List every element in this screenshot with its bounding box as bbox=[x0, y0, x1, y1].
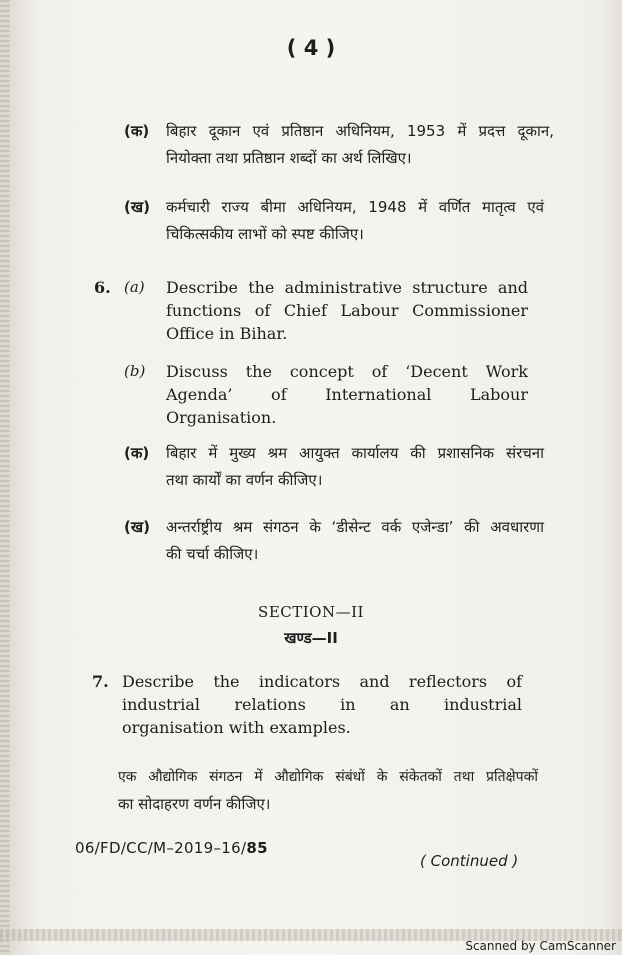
q5-ka-marker: (क) bbox=[124, 122, 150, 140]
q7-hindi-line1: एक औद्योगिक संगठन में औद्योगिक संबंधों के संकेतकों तथा प्रतिक्षेपकों bbox=[118, 769, 538, 785]
q6-ka bbox=[124, 440, 544, 494]
section-heading-hindi: खण्ड—II bbox=[284, 629, 338, 647]
q7-hindi bbox=[118, 764, 538, 818]
section-heading: SECTION—II bbox=[258, 603, 364, 621]
q7-hindi-line2: का सोदाहरण वर्णन कीजिए। bbox=[118, 795, 271, 813]
paper-code bbox=[75, 839, 268, 857]
q7 bbox=[92, 670, 524, 739]
page-edge bbox=[0, 0, 10, 955]
q6-ka-line2: तथा कार्यों का वर्णन कीजिए। bbox=[166, 471, 323, 489]
q5-ka-line1: बिहार दूकान एवं प्रतिष्ठान अधिनियम, 1953 में प्रदत्त दूकान, bbox=[166, 122, 554, 140]
q6-a-line2: functions of Chief Labour Commissioner bbox=[166, 301, 528, 320]
q6-b-marker: (b) bbox=[124, 362, 146, 380]
q6-kha bbox=[124, 514, 544, 568]
q5-kha-line2: चिकित्सकीय लाभों को स्पष्ट कीजिए। bbox=[166, 225, 364, 243]
q6-ka-marker: (क) bbox=[124, 444, 150, 462]
paper-code-prefix: 06/FD/CC/M–2019–16/ bbox=[75, 839, 247, 857]
q6-b-line3: Organisation. bbox=[166, 408, 277, 427]
q5-kha bbox=[124, 194, 544, 248]
q5-ka-line2: नियोक्ता तथा प्रतिष्ठान शब्दों का अर्थ लिखिए। bbox=[166, 149, 412, 167]
q6-number: 6. bbox=[94, 278, 111, 297]
q6-kha-line2: की चर्चा कीजिए। bbox=[166, 545, 259, 563]
q7-line2: industrial relations in an industrial bbox=[122, 695, 522, 714]
q6-a bbox=[94, 276, 534, 345]
paper-code-suffix: 85 bbox=[246, 839, 268, 857]
q6-a-line1: Describe the administrative structure and bbox=[166, 278, 528, 297]
q6-b-line1: Discuss the concept of ‘Decent Work bbox=[166, 362, 528, 381]
q6-b bbox=[124, 360, 534, 429]
page-number: ( 4 ) bbox=[286, 36, 336, 60]
q7-line1: Describe the indicators and reflectors of bbox=[122, 672, 522, 691]
q6-kha-line1: अन्तर्राष्ट्रीय श्रम संगठन के ‘डीसेन्ट वर्क एजेन्डा’ की अवधारणा bbox=[166, 518, 544, 536]
q6-b-line2: Agenda’ of International Labour bbox=[166, 385, 528, 404]
q7-line3: organisation with examples. bbox=[122, 718, 351, 737]
q6-a-line3: Office in Bihar. bbox=[166, 324, 288, 343]
q6-a-marker: (a) bbox=[124, 278, 145, 296]
scanner-watermark: Scanned by CamScanner bbox=[465, 939, 616, 953]
q6-ka-line1: बिहार में मुख्य श्रम आयुक्त कार्यालय की प्रशासनिक संरचना bbox=[166, 444, 544, 462]
q5-kha-line1: कर्मचारी राज्य बीमा अधिनियम, 1948 में वर्णित मातृत्व एवं bbox=[166, 198, 544, 216]
q5-ka bbox=[124, 118, 554, 172]
continued-label: ( Continued ) bbox=[420, 852, 519, 870]
q5-kha-marker: (ख) bbox=[124, 198, 150, 216]
q7-number: 7. bbox=[92, 672, 109, 691]
q6-kha-marker: (ख) bbox=[124, 518, 150, 536]
